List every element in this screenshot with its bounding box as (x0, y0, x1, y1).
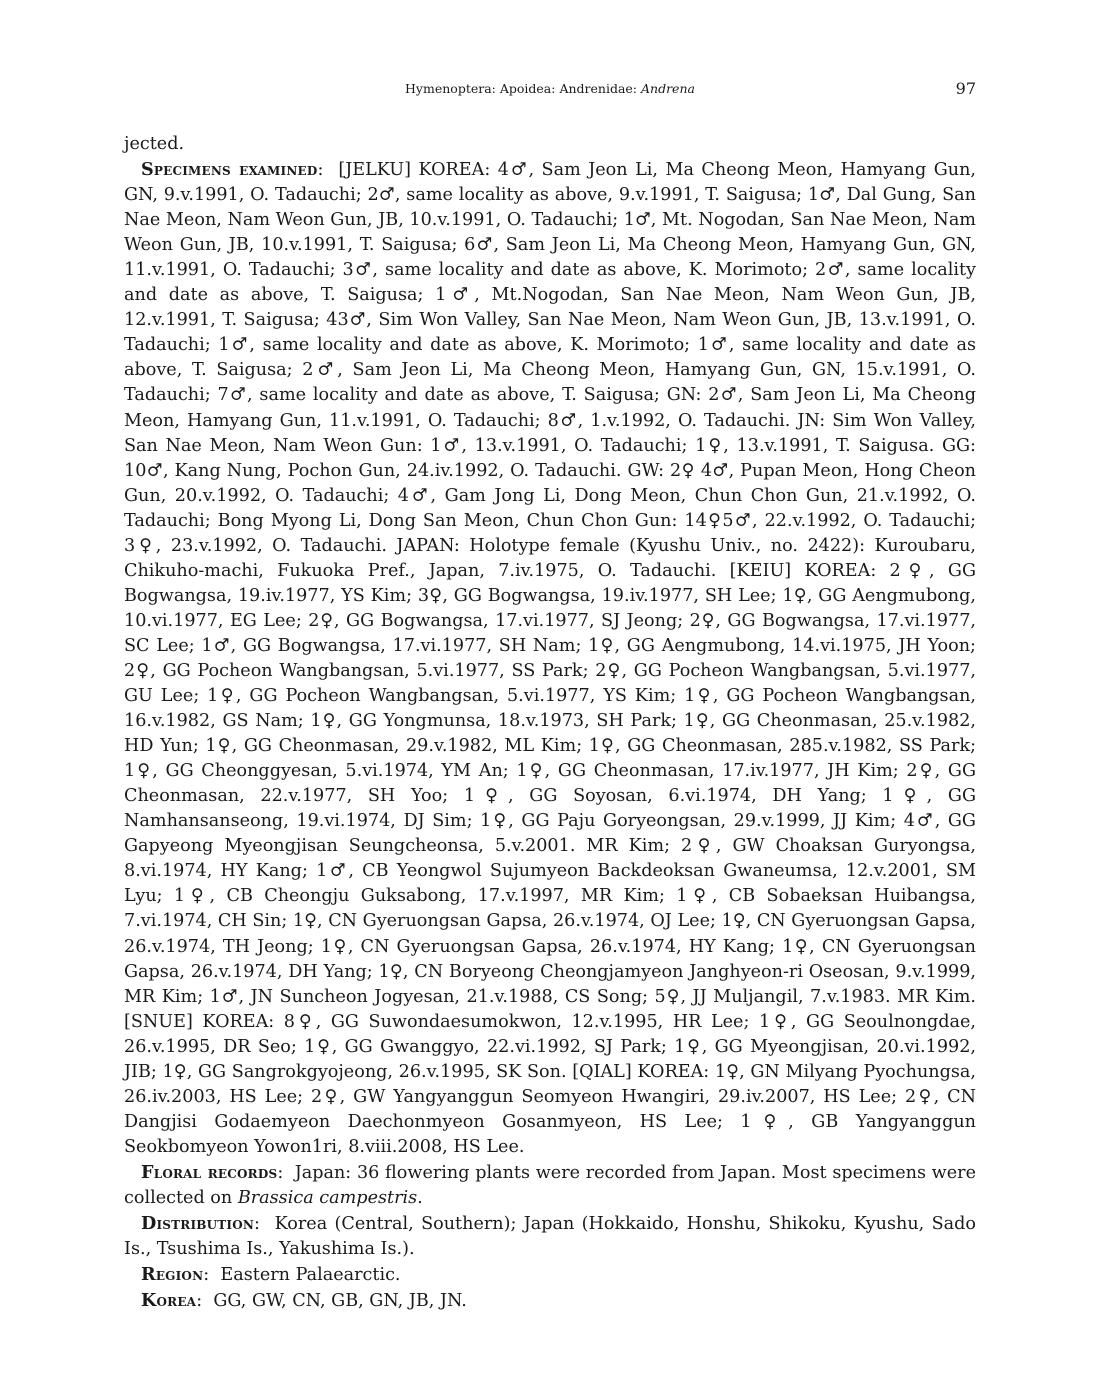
distribution-text: Korea (Central, Southern); Japan (Hokkaido, Honshu, Shikoku, Kyushu, Sado Is., Tsushima Is., Yakushima Is.). (124, 1214, 976, 1260)
continuation-line: jected. (124, 134, 185, 154)
specimens-examined-heading: Specimens examined (141, 159, 318, 181)
floral-records-heading: Floral records (141, 1161, 278, 1183)
korea-paragraph: Korea: GG, GW, CN, GB, GN, JB, JN. (141, 1290, 467, 1312)
page-body (124, 132, 976, 1314)
running-head-text: Hymenoptera: Apoidea: Andrenidae: (405, 81, 638, 96)
running-head (0, 81, 1100, 96)
region-paragraph: Region: Eastern Palaearctic. (141, 1264, 401, 1286)
page-number: 97 (955, 79, 976, 98)
floral-records-text: Japan: 36 flowering plants were recorded from Japan. Most specimens were collected on (124, 1162, 976, 1208)
page-header (0, 79, 1100, 99)
floral-plant-name: Brassica campestris (237, 1187, 418, 1208)
region-heading: Region (141, 1264, 204, 1286)
running-head-genus: Andrena (641, 81, 695, 96)
distribution-paragraph: Distribution: Korea (Central, Southern); Japan (Hokkaido, Honshu, Shikoku, Kyushu, Sado Is., Tsushima Is., Yakushima Is.). (124, 1213, 976, 1260)
floral-records-end: . (417, 1187, 423, 1208)
region-text: Eastern Palaearctic. (220, 1265, 401, 1286)
distribution-heading: Distribution (141, 1213, 255, 1235)
specimens-examined-text: [JELKU] KOREA: 4♂, Sam Jeon Li, Ma Cheong Meon, Hamyang Gun, GN, 9.v.1991, O. Tadauchi; 2♂, same locality as above, 9.v.1991, T. Saigusa; 1♂, Dal Gung, San Nae Meon, Nam Weon Gun, JB, 10.v.1991, O. Tadauchi; 1♂, Mt. Nogodan, San Nae Meon, Nam Weon Gun, JB, 10.v.1991, T. Saigusa; 6♂, Sam Jeon Li, Ma Cheong Meon, Hamyang Gun, GN, 11.v.1991, O. Tadauchi; 3♂, same locality and date as above, K. Morimoto; 2♂, same locality and date as above, T. Saigusa; 1♂, Mt.Nogodan, San Nae Meon, Nam Weon Gun, JB, 12.v.1991, T. Saigusa; 43♂, Sim Won Valley, San Nae Meon, Nam Weon Gun, JB, 13.v.1991, O. Tadauchi; 1♂, same locality and date as above, K. Morimoto; 1♂, same locality and date as above, T. Saigusa; 2♂, Sam Jeon Li, Ma Cheong Meon, Hamyang Gun, GN, 15.v.1991, O. Tadauchi; 7♂, same locality and date as above, T. Saigusa; GN: 2♂, Sam Jeon Li, Ma Cheong Meon, Hamyang Gun, 11.v.1991, O. Tadauchi; 8♂, 1.v.1992, O. Tadauchi. JN: Sim Won Valley, San Nae Meon, Nam Weon Gun: 1♂, 13.v.1991, O. Tadauchi; 1♀, 13.v.1991, T. Saigusa. GG: 10♂, Kang Nung, Pochon Gun, 24.iv.1992, O. Tadauchi. GW: 2♀ 4♂, Pupan Meon, Hong Cheon Gun, 20.v.1992, O. Tadauchi; 4♂, Gam Jong Li, Dong Meon, Chun Chon Gun, 21.v.1992, O. Tadauchi; Bong Myong Li, Dong San Meon, Chun Chon Gun: 14♀5♂, 22.v.1992, O. Tadauchi; 3♀, 23.v.1992, O. Tadauchi. JAPAN: Holotype female (Kyushu Univ., no. 2422): Kuroubaru, Chikuho-machi, Fukuoka Pref., Japan, 7.iv.1975, O. Tadauchi. [KEIU] KOREA: 2♀, GG Bogwangsa, 19.iv.1977, YS Kim; 3♀, GG Bogwangsa, 19.iv.1977, SH Lee; 1♀, GG Aengmubong, 10.vi.1977, EG Lee; 2♀, GG Bogwangsa, 17.vi.1977, SJ Jeong; 2♀, GG Bogwangsa, 17.vi.1977, SC Lee; 1♂, GG Bogwangsa, 17.vi.1977, SH Nam; 1♀, GG Aengmubong, 14.vi.1975, JH Yoon; 2♀, GG Pocheon Wangbangsan, 5.vi.1977, SS Park; 2♀, GG Pocheon Wangbangsan, 5.vi.1977, GU Lee; 1♀, GG Pocheon Wangbangsan, 5.vi.1977, YS Kim; 1♀, GG Pocheon Wangbangsan, 16.v.1982, GS Nam; 1♀, GG Yongmunsa, 18.v.1973, SH Park; 1♀, GG Cheonmasan, 25.v.1982, HD Yun; 1♀, GG Cheonmasan, 29.v.1982, ML Kim; 1♀, GG Cheonmasan, 285.v.1982, SS Park; 1♀, GG Cheonggyesan, 5.vi.1974, YM An; 1♀, GG Cheonmasan, 17.iv.1977, JH Kim; 2♀, GG Cheonmasan, 22.v.1977, SH Yoo; 1♀, GG Soyosan, 6.vi.1974, DH Yang; 1♀, GG Namhansanseong, 19.vi.1974, DJ Sim; 1♀, GG Paju Goryeongsan, 29.v.1999, JJ Kim; 4♂, GG Gapyeong Myeongjisan Seungcheonsa, 5.v.2001. MR Kim; 2♀, GW Choaksan Guryongsa, 8.vi.1974, HY Kang; 1♂, CB Yeongwol Sujumyeon Backdeoksan Gwaneumsa, 12.v.2001, SM Lyu; 1♀, CB Cheongju Guksabong, 17.v.1997, MR Kim; 1♀, CB Sobaeksan Huibangsa, 7.vi.1974, CH Sin; 1♀, CN Gyeruongsan Gapsa, 26.v.1974, OJ Lee; 1♀, CN Gyeruongsan Gapsa, 26.v.1974, TH Jeong; 1♀, CN Gyeruongsan Gapsa, 26.v.1974, HY Kang; 1♀, CN Gyeruongsan Gapsa, 26.v.1974, DH Yang; 1♀, CN Boryeong Cheongjamyeon Janghyeon-ri Oseosan, 9.v.1999, MR Kim; 1♂, JN Suncheon Jogyesan, 21.v.1988, CS Song; 5♀, JJ Muljangil, 7.v.1983. MR Kim. [SNUE] KOREA: 8♀, GG Suwondaesumokwon, 12.v.1995, HR Lee; 1♀, GG Seoulnongdae, 26.v.1995, DR Seo; 1♀, GG Gwanggyo, 22.vi.1992, SJ Park; 1♀, GG Myeongjisan, 20.vi.1992, JIB; 1♀, GG Sangrokgyojeong, 26.v.1995, SK Son. [QIAL] KOREA: 1♀, GN Milyang Pyochungsa, 26.iv.2003, HS Lee; 2♀, GW Yangyanggun Seomyeon Hwangiri, 29.iv.2007, HS Lee; 2♀, CN Dangjisi Godaemyeon Daechonmyeon Gosanmyeon, HS Lee; 1♀, GB Yangyanggun Seokbomyeon Yowon1ri, 8.viii.2008, HS Lee. (124, 160, 976, 1157)
specimens-examined-paragraph: Specimens examined: [JELKU] KOREA: 4♂, Sam Jeon Li, Ma Cheong Meon, Hamyang Gun, GN, 9.v.1991, O. Tadauchi; 2♂, same locality as above, 9.v.1991, T. Saigusa; 1♂, Dal Gung, San Nae Meon, Nam Weon Gun, JB, 10.v.1991, O. Tadauchi; 1♂, Mt. Nogodan, San Nae Meon, Nam Weon Gun, JB, 10.v.1991, T. Saigusa; 6♂, Sam Jeon Li, Ma Cheong Meon, Hamyang Gun, GN, 11.v.1991, O. Tadauchi; 3♂, same locality and date as above, K. Morimoto; 2♂, same locality and date as above, T. Saigusa; 1♂, Mt.Nogodan, San Nae Meon, Nam Weon Gun, JB, 12.v.1991, T. Saigusa; 43♂, Sim Won Valley, San Nae Meon, Nam Weon Gun, JB, 13.v.1991, O. Tadauchi; 1♂, same locality and date as above, K. Morimoto; 1♂, same locality and date as above, T. Saigusa; 2♂, Sam Jeon Li, Ma Cheong Meon, Hamyang Gun, GN, 15.v.1991, O. Tadauchi; 7♂, same locality and date as above, T. Saigusa; GN: 2♂, Sam Jeon Li, Ma Cheong Meon, Hamyang Gun, 11.v.1991, O. Tadauchi; 8♂, 1.v.1992, O. Tadauchi. JN: Sim Won Valley, San Nae Meon, Nam Weon Gun: 1♂, 13.v.1991, O. Tadauchi; 1♀, 13.v.1991, T. Saigusa. GG: 10♂, Kang Nung, Pochon Gun, 24.iv.1992, O. Tadauchi. GW: 2♀ 4♂, Pupan Meon, Hong Cheon Gun, 20.v.1992, O. Tadauchi; 4♂, Gam Jong Li, Dong Meon, Chun Chon Gun, 21.v.1992, O. Tadauchi; Bong Myong Li, Dong San Meon, Chun Chon Gun: 14♀5♂, 22.v.1992, O. Tadauchi; 3♀, 23.v.1992, O. Tadauchi. JAPAN: Holotype female (Kyushu Univ., no. 2422): Kuroubaru, Chikuho-machi, Fukuoka Pref., Japan, 7.iv.1975, O. Tadauchi. [KEIU] KOREA: 2♀, GG Bogwangsa, 19.iv.1977, YS Kim; 3♀, GG Bogwangsa, 19.iv.1977, SH Lee; 1♀, GG Aengmubong, 10.vi.1977, EG Lee; 2♀, GG Bogwangsa, 17.vi.1977, SJ Jeong; 2♀, GG Bogwangsa, 17.vi.1977, SC Lee; 1♂, GG Bogwangsa, 17.vi.1977, SH Nam; 1♀, GG Aengmubong, 14.vi.1975, JH Yoon; 2♀, GG Pocheon Wangbangsan, 5.vi.1977, SS Park; 2♀, GG Pocheon Wangbangsan, 5.vi.1977, GU Lee; 1♀, GG Pocheon Wangbangsan, 5.vi.1977, YS Kim; 1♀, GG Pocheon Wangbangsan, 16.v.1982, GS Nam; 1♀, GG Yongmunsa, 18.v.1973, SH Park; 1♀, GG Cheonmasan, 25.v.1982, HD Yun; 1♀, GG Cheonmasan, 29.v.1982, ML Kim; 1♀, GG Cheonmasan, 285.v.1982, SS Park; 1♀, GG Cheonggyesan, 5.vi.1974, YM An; 1♀, GG Cheonmasan, 17.iv.1977, JH Kim; 2♀, GG Cheonmasan, 22.v.1977, SH Yoo; 1♀, GG Soyosan, 6.vi.1974, DH Yang; 1♀, GG Namhansanseong, 19.vi.1974, DJ Sim; 1♀, GG Paju Goryeongsan, 29.v.1999, JJ Kim; 4♂, GG Gapyeong Myeongjisan Seungcheonsa, 5.v.2001. MR Kim; 2♀, GW Choaksan Guryongsa, 8.vi.1974, HY Kang; 1♂, CB Yeongwol Sujumyeon Backdeoksan Gwaneumsa, 12.v.2001, SM Lyu; 1♀, CB Cheongju Guksabong, 17.v.1997, MR Kim; 1♀, CB Sobaeksan Huibangsa, 7.vi.1974, CH Sin; 1♀, CN Gyeruongsan Gapsa, 26.v.1974, OJ Lee; 1♀, CN Gyeruongsan Gapsa, 26.v.1974, TH Jeong; 1♀, CN Gyeruongsan Gapsa, 26.v.1974, HY Kang; 1♀, CN Gyeruongsan Gapsa, 26.v.1974, DH Yang; 1♀, CN Boryeong Cheongjamyeon Janghyeon-ri Oseosan, 9.v.1999, MR Kim; 1♂, JN Suncheon Jogyesan, 21.v.1988, CS Song; 5♀, JJ Muljangil, 7.v.1983. MR Kim. [SNUE] KOREA: 8♀, GG Suwondaesumokwon, 12.v.1995, HR Lee; 1♀, GG Seoulnongdae, 26.v.1995, DR Seo; 1♀, GG Gwanggyo, 22.vi.1992, SJ Park; 1♀, GG Myeongjisan, 20.vi.1992, JIB; 1♀, GG Sangrokgyojeong, 26.v.1995, SK Son. [QIAL] KOREA: 1♀, GN Milyang Pyochungsa, 26.iv.2003, HS Lee; 2♀, GW Yangyanggun Seomyeon Hwangiri, 29.iv.2007, HS Lee; 2♀, CN Dangjisi Godaemyeon Daechonmyeon Gosanmyeon, HS Lee; 1♀, GB Yangyanggun Seokbomyeon Yowon1ri, 8.viii.2008, HS Lee. (124, 159, 976, 1157)
korea-heading: Korea (141, 1290, 197, 1312)
floral-records-paragraph: Floral records: Japan: 36 flowering plants were recorded from Japan. Most specimens were collected on Brassica campestris. (124, 1161, 976, 1208)
korea-text: GG, GW, CN, GB, GN, JB, JN. (213, 1291, 467, 1312)
